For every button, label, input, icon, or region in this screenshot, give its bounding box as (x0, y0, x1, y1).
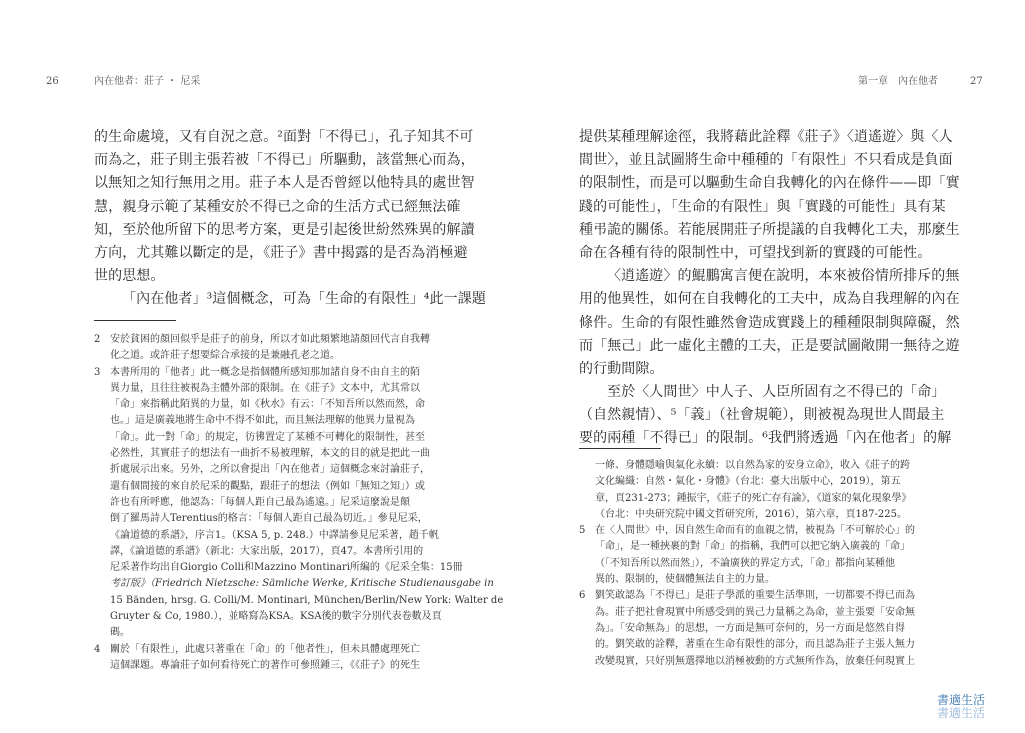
watermark-echo: 書適生活 (937, 706, 986, 720)
footnote-line: 的。劉笑敢的詮釋，著重在生命有限性的部分，而且認為莊子主張人無力 (595, 639, 915, 651)
footnote-line: 這個課題。專論莊子如何看待死亡的著作可參照鍾三，《《莊子》的死生 (110, 659, 420, 671)
body-line: 的行動間隙。 (579, 360, 664, 377)
right-footnotes (579, 458, 915, 670)
body-line: 世的思想。 (94, 268, 165, 285)
body-line: 而「無己」此一虛化主體的工夫，正是要試圖敞開一無待之遊 (579, 337, 960, 354)
footnote-line: 還有個間接的來自於尼采的觀點，跟莊子的想法（例如「無知之知」）或 (110, 480, 425, 492)
footnote-line: 考訂版》（Friedrich Nietzsche: Sämliche Werke, Kritische Studienausgabe in (110, 578, 494, 590)
footnote-continuation-line: 一條、身體隱喻與氣化永續：以自然為家的安身立命》，收入《莊子的跨 (595, 460, 910, 471)
footnote-line: 許也有所呼應，他認為：「每個人距自己最為遙遠。」尼采這麼說是顛 (110, 496, 410, 508)
body-line: 用的他異性，如何在自我轉化的工夫中，成為自我理解的內在 (579, 291, 960, 308)
footnote-5: 5 在〈人間世〉中，因自然生命而有的血親之情，被視為「不可解於心」的 (579, 523, 915, 539)
footnote-line: 異力量，且往往被視為主體外部的限制。在《莊子》文本中，尤其常以 (110, 382, 420, 394)
right-page (512, 0, 1025, 733)
right-page-number: 27 (970, 76, 983, 87)
left-page (0, 0, 512, 733)
footnote-line: 化之道。或許莊子想要綜合承接的是兼融孔老之道。 (110, 350, 340, 362)
right-body-text (579, 126, 960, 451)
footnote-line: 15 Bänden, hrsg. G. Colli/M. Montinari, München/Berlin/New York: Walter de (110, 594, 504, 606)
body-line: 而為之，莊子則主張若被「不得已」所驅動，該當無心而為， (94, 152, 475, 169)
body-line: 「內在他者」³這個概念，可為「生命的有限性」⁴此一課題 (122, 291, 486, 308)
footnote-number: 2 (94, 334, 101, 345)
footnote-3: 3 本書所用的「他者」此一概念是指個體所感知那加諸自身不由自主的陌 (94, 365, 503, 381)
body-line: 條件。生命的有限性雖然會造成實踐上的種種限制與障礙，然 (579, 314, 960, 331)
footnote-line: 「命」來指稱此陌異的力量，如《秋水》有云：「不知吾所以然而然，命 (110, 399, 425, 411)
footnote-line: 為」。「安命無為」的思想，一方面是無可奈何的，另一方面是悠然自得 (595, 622, 905, 634)
body-line: 命在各種有待的限制性中，可望找到新的實踐的可能性。 (579, 244, 932, 261)
footnote-line: 改變現實，只好別無選擇地以消極被動的方式無所作為，放棄任何現實上 (595, 655, 915, 667)
body-line: 間世〉，並且試圖將生命中種種的「有限性」不只看成是負面 (579, 152, 953, 169)
footnote-line: 異的、限制的，使個體無法自主的力量。 (595, 574, 775, 586)
footnote-line: 尼采著作均出自Giorgio Colli和Mazzino Montinari所編的《尼采全集：15冊 (110, 562, 463, 574)
footnote-line: 也。」這是廣義地將生命中不得不如此，而且無法理解的他異力量視為 (110, 415, 415, 427)
body-line: 方向，尤其難以斷定的是，《莊子》書中揭露的是否為消極避 (94, 244, 468, 261)
footnote-line: 譯，《論道德的系譜》（新北：大家出版，2017），頁47。本書所引用的 (110, 545, 424, 557)
publisher-watermark (937, 694, 985, 720)
left-body-paragraph-1 (94, 126, 486, 312)
left-running-head: 內在他者：莊子 ・ 尼采 (94, 76, 201, 87)
right-footnote-rule (579, 448, 661, 449)
footnote-number: 5 (579, 525, 586, 537)
footnote-4: 4 關於「有限性」，此處只著重在「命」的「他者性」，但未具體處理死亡 (94, 642, 503, 658)
left-footnotes (94, 332, 503, 674)
footnote-line: 折處展示出來。另外，之所以會提出「內在他者」這個概念來討論莊子， (110, 464, 430, 476)
body-line: 的限制性，而是可以驅動生命自我轉化的內在條件——即「實 (579, 175, 960, 192)
left-footnote-rule (94, 320, 176, 321)
body-line: 知，至於他所留下的思考方案，更是引起後世紛然殊異的解讀 (94, 221, 475, 238)
body-line: 種弔詭的關係。若能展開莊子所提議的自我轉化工夫，那麼生 (579, 221, 960, 238)
footnote-line: 倒了羅馬詩人Terentius的格言：「每個人距自己最為切近。」參見尼采， (110, 513, 428, 525)
footnote-number: 6 (579, 590, 586, 602)
left-page-number: 26 (46, 76, 59, 87)
body-line: 踐的可能性」，「生命的有限性」與「實踐的可能性」具有某 (579, 198, 946, 215)
body-line: 以無知之知行無用之用。莊子本人是否曾經以他特具的處世智 (94, 175, 475, 192)
footnote-line: 碼。 (110, 627, 130, 639)
footnote-line: 「命」，是一種挾裹的對「命」的指稱，我們可以把它納入廣義的「命」 (595, 541, 910, 553)
footnote-2: 2 安於貧困的顏回似乎是莊子的前身，所以才如此頻繁地請顏回代言自我轉 (94, 332, 503, 348)
footnote-line: 必然性，其實莊子的想法有一曲折不易被理解，本文的目的就是把此一曲 (110, 448, 430, 460)
footnote-line: 為。莊子把社會現實中所感受到的異己力量稱之為命，並主張要「安命無 (595, 606, 915, 618)
footnote-number: 3 (94, 366, 101, 378)
footnote-6: 6 劉笑敢認為「不得已」是莊子學派的重要生活準則，一切都要不得已而為 (579, 588, 915, 604)
body-line: 提供某種理解途徑，我將藉此詮釋《莊子》〈逍遙遊〉與〈人 (579, 129, 953, 145)
watermark-text: 書適生活 (937, 693, 986, 707)
body-line: 的生命處境，又有自況之意。²面對「不得已」，孔子知其不可 (94, 129, 474, 145)
body-line: （自然親情）、⁵「義」（社會規範），則被視為現世人間最主 (579, 407, 945, 424)
footnote-number: 4 (94, 643, 101, 655)
footnote-continuation-line: （台北：中央研究院中國文哲研究所，2016），第六章，頁187-225。 (595, 508, 908, 520)
footnote-continuation-line: 文化編織：自然・氣化・身體》（台北：臺大出版中心，2019），第五 (595, 476, 901, 488)
footnote-line: 《論道德的系譜》，序言1。（KSA 5, p. 248.）中譯請參見尼采著，趙千帆 (110, 529, 439, 541)
body-line: 至於〈人間世〉中人子、人臣所固有之不得已的「命」 (607, 384, 946, 401)
footnote-line: Gruyter & Co, 1980.），並略寫為KSA。KSA後的數字分別代表卷數及頁 (110, 611, 442, 623)
body-line: 〈逍遙遊〉的鯤鵬寓言便在說明，本來被俗情所排斥的無 (607, 268, 960, 285)
footnote-line: 「命」。此一對「命」的規定，彷彿置定了某種不可轉化的限制性，甚至 (110, 431, 425, 443)
footnote-continuation-line: 章，頁231-273；鍾振宇，《莊子的死亡存有論》，《道家的氣化現象學》 (595, 492, 912, 504)
body-line: 要的兩種「不得已」的限制。⁶我們將透過「內在他者」的解 (579, 430, 952, 447)
body-line: 慧，親身示範了某種安於不得已之命的生活方式已經無法確 (94, 198, 461, 215)
right-running-head: 第一章 內在他者 (858, 76, 938, 87)
footnote-line: （「不知吾所以然而然」），不論廣狹的界定方式，「命」都指向某種他 (595, 557, 895, 569)
